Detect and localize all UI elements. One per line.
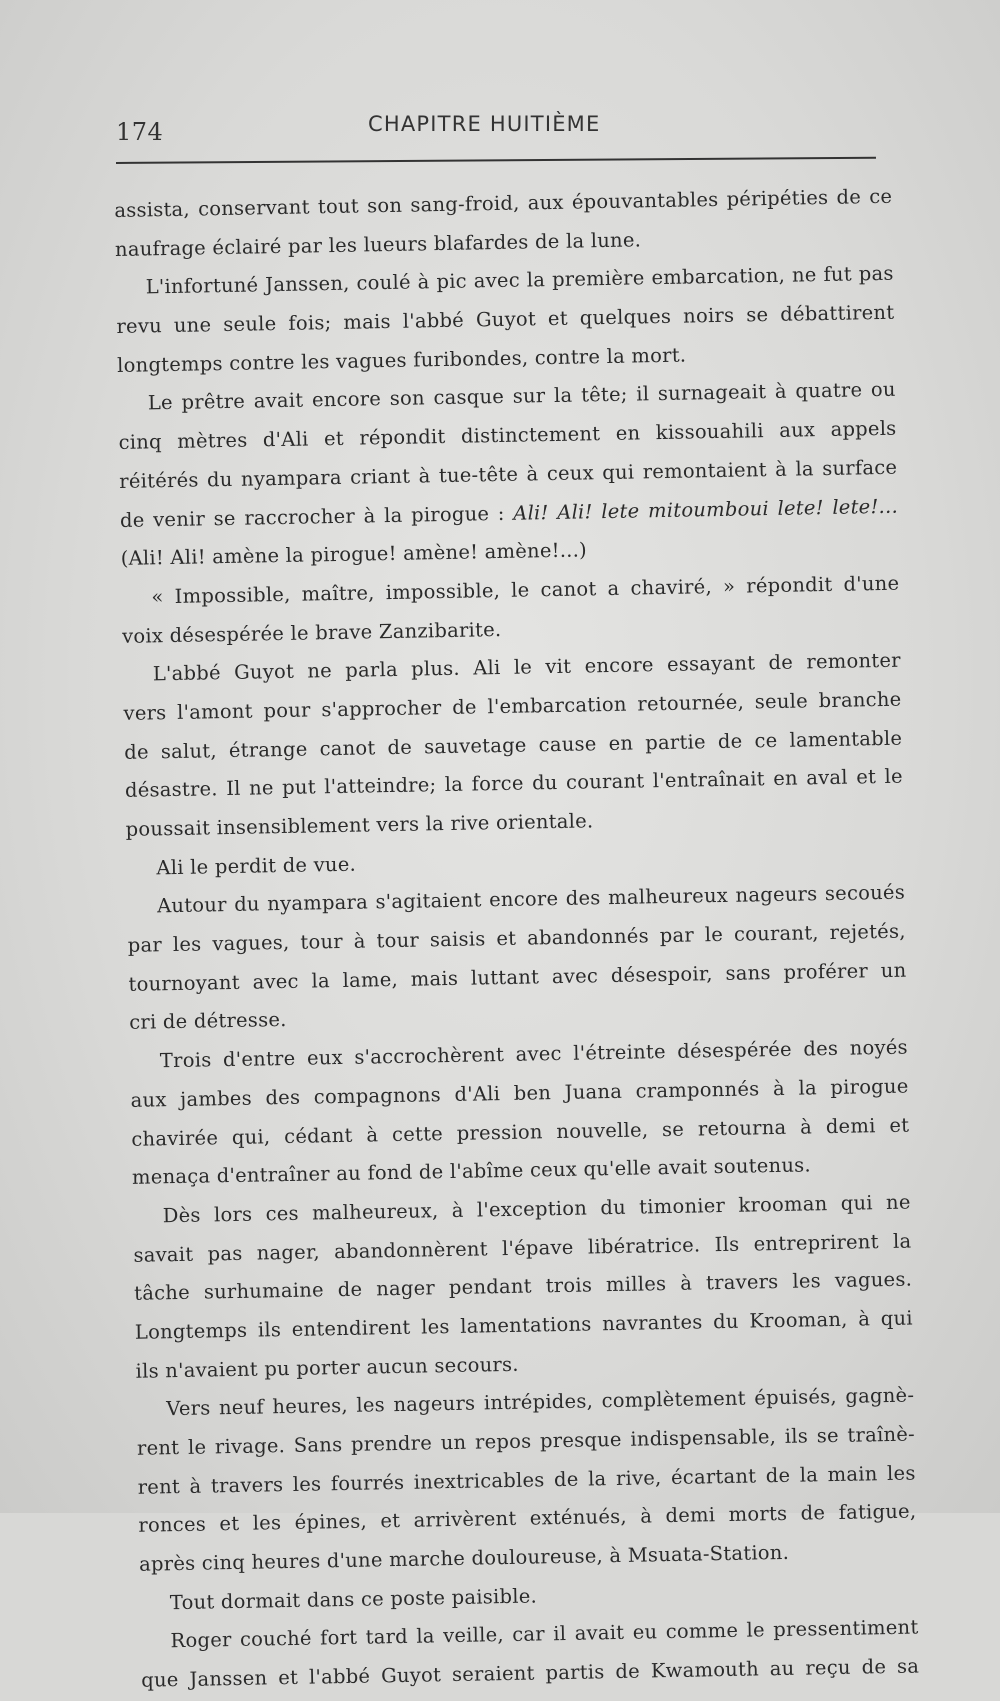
text-line: cinq mètres d'Ali et répondit distinctement en kissouahili aux appels xyxy=(118,416,897,455)
header-rule xyxy=(116,157,876,164)
text-line: Tout dormait dans ce poste paisible. xyxy=(169,1584,538,1614)
text-line: poussait insensiblement vers la rive orientale. xyxy=(125,809,594,841)
text-line: réitérés du nyampara criant à tue-tête à ceux qui remontaient à la surface xyxy=(119,455,898,493)
text-line: voix désespérée le brave Zanzibarite. xyxy=(121,617,502,648)
text-line: désastre. Il ne put l'atteindre; la force du courant l'entraînait en aval et le xyxy=(124,764,904,803)
text-line: vers l'amont pour s'approcher de l'embarcation retournée, seule branche xyxy=(123,687,902,725)
text-line: Vers neuf heures, les nageurs intrépides, complètement épuisés, gagnè- xyxy=(166,1383,915,1421)
text-line: savait pas nager, abandonnèrent l'épave libératrice. Ils entreprirent la xyxy=(133,1229,912,1267)
body-text xyxy=(114,178,920,1701)
text-line: assista, conservant tout son sang-froid, aux épouvantables péripéties de ce xyxy=(114,184,893,222)
text-line: Longtemps ils entendirent les lamentations navrantes du Krooman, à qui xyxy=(134,1306,913,1344)
text-line: aux jambes des compagnons d'Ali ben Juana cramponnés à la pirogue xyxy=(130,1074,909,1112)
chapter-title: CHAPITRE HUITIÈME xyxy=(368,112,601,136)
text-line: longtemps contre les vagues furibondes, contre la mort. xyxy=(116,343,687,377)
text-line: cri de détresse. xyxy=(129,1008,287,1035)
text-line: Roger couché fort tard la veille, car il avait eu comme le pressentiment xyxy=(170,1615,919,1653)
text-line: après cinq heures d'une marche douloureuse, à Msuata-Station. xyxy=(138,1540,790,1576)
text-line: menaça d'entraîner au fond de l'abîme ceux qu'elle avait soutenus. xyxy=(131,1153,812,1190)
text-line: ronces et les épines, et arrivèrent exténués, à demi morts de fatigue, xyxy=(138,1499,917,1538)
text-line: Le prêtre avait encore son casque sur la tête; il surnageait à quatre ou xyxy=(147,378,896,415)
italic-quote: Ali! Ali! lete mitoumboui lete! lete!... xyxy=(513,494,899,525)
text-line: Autour du nyampara s'agitaient encore des malheureux nageurs secoués xyxy=(156,881,906,918)
text-line: de salut, étrange canot de sauvetage cause en partie de ce lamentable xyxy=(124,726,903,764)
running-header xyxy=(0,0,1000,170)
page-number: 174 xyxy=(116,118,164,146)
text-line: naufrage éclairé par les lueurs blafardes de la lune. xyxy=(114,228,642,261)
text-line: chavirée qui, cédant à cette pression nouvelle, se retourna à demi et xyxy=(131,1113,910,1151)
text-line: Dès lors ces malheureux, à l'exception du timonier krooman qui ne xyxy=(162,1190,911,1228)
text-line: ils n'avaient pu porter aucun secours. xyxy=(135,1352,519,1383)
text-line: (Ali! Ali! amène la pirogue! amène! amène!...) xyxy=(120,538,588,571)
text-line: rent le rivage. Sans prendre un repos presque indispensable, ils se traînè- xyxy=(136,1422,916,1460)
text-line: tournoyant avec la lame, mais luttant avec désespoir, sans proférer un xyxy=(128,958,907,996)
text-line: par les vagues, tour à tour saisis et abandonnés par le courant, rejetés, xyxy=(127,919,906,957)
text-line: L'abbé Guyot ne parla plus. Ali le vit encore essayant de remonter xyxy=(152,648,901,686)
text-line: que Janssen et l'abbé Guyot seraient partis de Kwamouth au reçu de sa xyxy=(141,1654,920,1692)
text-segment: de venir se raccrocher à la pirogue : xyxy=(119,501,505,532)
text-line: tâche surhumaine de nager pendant trois milles à travers les vagues. xyxy=(133,1267,913,1306)
text-line: rent à travers les fourrés inextricables de la rive, écartant de la main les xyxy=(137,1461,916,1499)
text-line: « Impossible, maître, impossible, le canot a chaviré, » répondit d'une xyxy=(151,571,900,609)
text-line: L'infortuné Janssen, coulé à pic avec la première embarcation, ne fut pas xyxy=(145,262,894,299)
text-line: Ali le perdit de vue. xyxy=(156,852,357,880)
text-line: Trois d'entre eux s'accrochèrent avec l'étreinte désespérée des noyés xyxy=(159,1035,909,1073)
text-line: revu une seule fois; mais l'abbé Guyot et quelques noirs se débattirent xyxy=(116,300,895,339)
